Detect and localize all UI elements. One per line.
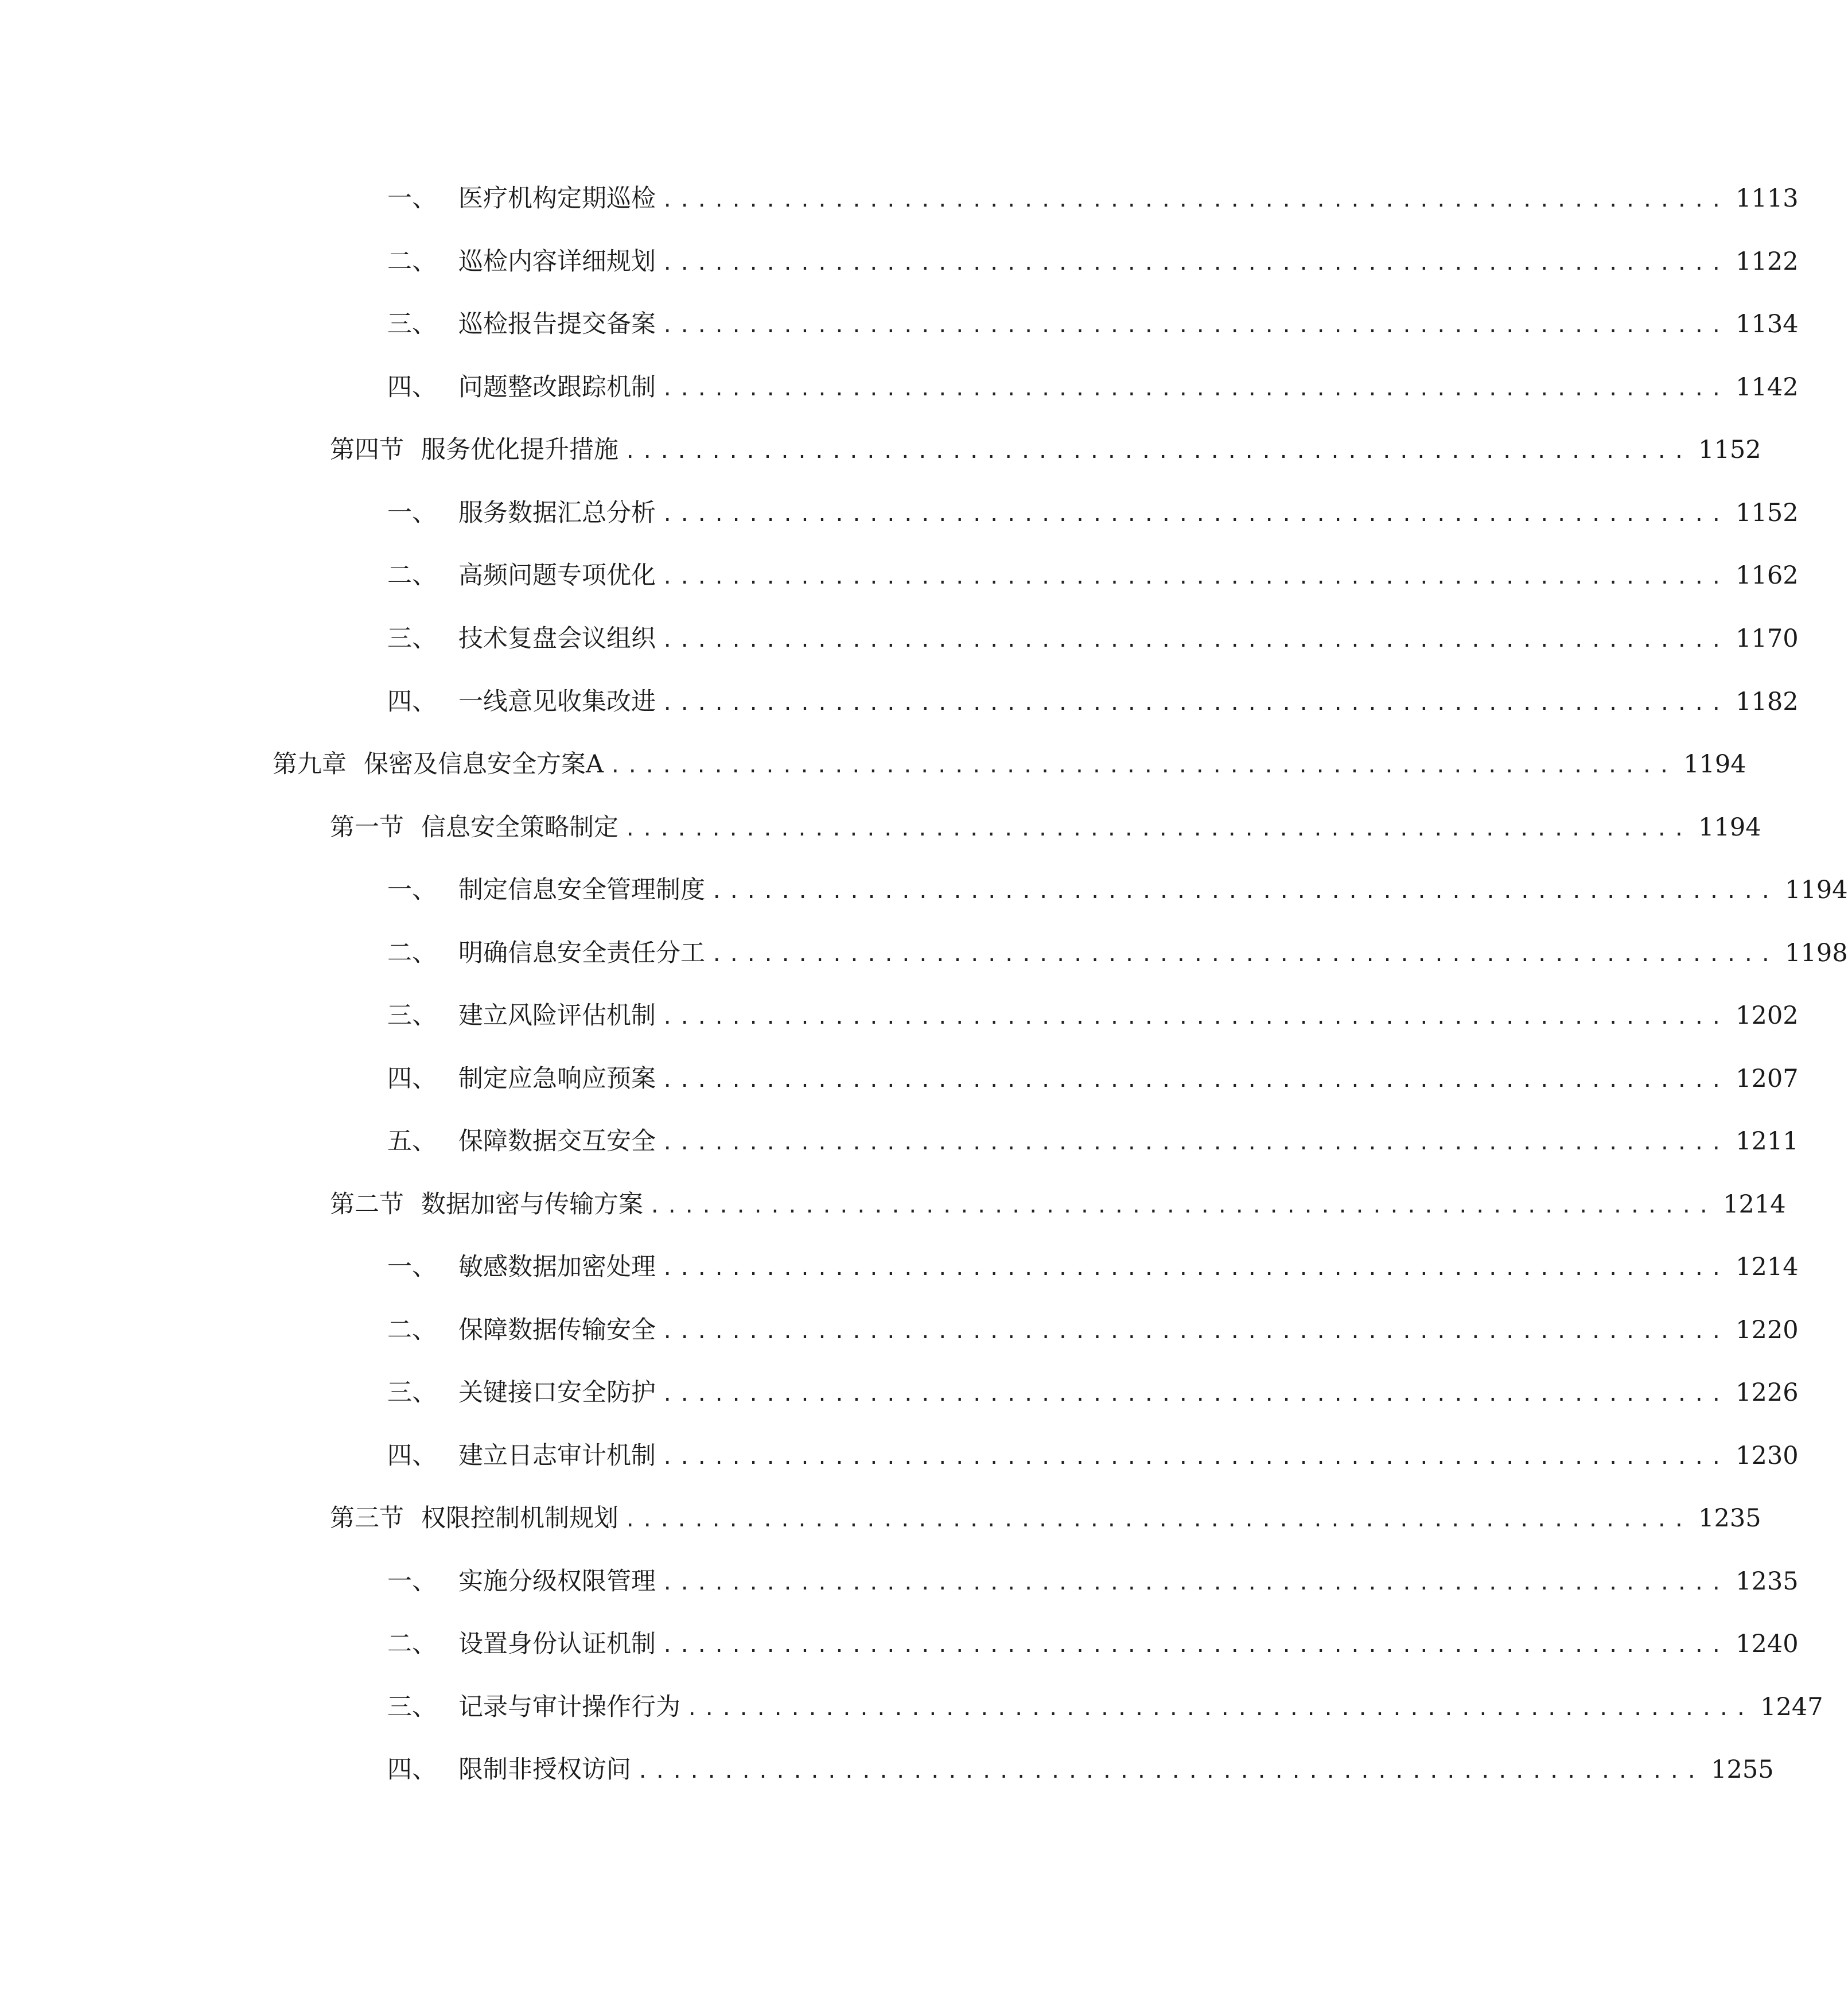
toc-entry[interactable] xyxy=(387,557,1799,594)
toc-entry[interactable] xyxy=(387,1374,1799,1412)
toc-entry-number: 四、 xyxy=(387,1441,437,1470)
toc-entry-title: 实施分级权限管理 xyxy=(458,1567,656,1596)
toc-entry-title: 明确信息安全责任分工 xyxy=(458,939,705,967)
toc-entry[interactable] xyxy=(387,1751,1774,1789)
toc-entry-page: 1194 xyxy=(1698,813,1761,842)
dot-leader: .............................................................. xyxy=(662,503,1728,526)
toc-entry-number: 一、 xyxy=(387,499,437,527)
toc-entry-title: 医疗机构定期巡检 xyxy=(458,184,656,213)
dot-leader: .............................................................. xyxy=(662,1006,1728,1029)
dot-leader: .............................................................. xyxy=(609,755,1676,778)
toc-entry-title: 服务优化提升措施 xyxy=(421,436,618,464)
toc-entry-title: 技术复盘会议组织 xyxy=(458,624,656,653)
toc-entry-number: 二、 xyxy=(387,561,437,590)
toc-entry-title: 巡检报告提交备案 xyxy=(458,310,656,339)
toc-entry-title: 保障数据传输安全 xyxy=(458,1316,656,1344)
toc-entry-title: 建立风险评估机制 xyxy=(458,1001,656,1030)
toc-entry-page: 1182 xyxy=(1736,687,1799,716)
toc-entry-title: 巡检内容详细规划 xyxy=(458,247,656,276)
toc-entry-number: 三、 xyxy=(387,310,437,339)
toc-entry-page: 1230 xyxy=(1736,1441,1799,1470)
dot-leader: .............................................................. xyxy=(662,629,1728,652)
toc-entry-page: 1235 xyxy=(1736,1567,1799,1596)
dot-leader: .............................................................. xyxy=(624,440,1691,463)
toc-entry-number: 四、 xyxy=(387,1064,437,1093)
toc-entry-page: 1152 xyxy=(1698,436,1761,464)
dot-leader: .............................................................. xyxy=(662,1634,1728,1657)
toc-entry-title: 限制非授权访问 xyxy=(458,1755,631,1784)
dot-leader: .............................................................. xyxy=(662,692,1728,715)
dot-leader: .............................................................. xyxy=(662,189,1728,212)
toc-entry-chapter[interactable] xyxy=(273,745,1746,783)
dot-leader: .............................................................. xyxy=(662,1383,1728,1406)
toc-entry[interactable] xyxy=(387,1248,1799,1286)
toc-entry-title: 高频问题专项优化 xyxy=(458,561,656,590)
dot-leader: .............................................................. xyxy=(662,1069,1728,1092)
toc-entry[interactable] xyxy=(387,180,1799,217)
toc-entry[interactable] xyxy=(387,683,1799,721)
toc-entry-page: 1194 xyxy=(1785,876,1848,904)
toc-entry-number: 四、 xyxy=(387,373,437,402)
toc-entry[interactable] xyxy=(387,997,1799,1035)
toc-entry-number: 第九章 xyxy=(273,750,347,779)
toc-entry-title: 关键接口安全防护 xyxy=(458,1378,656,1407)
toc-entry-number: 二、 xyxy=(387,1630,437,1658)
dot-leader: .............................................................. xyxy=(662,252,1728,275)
toc-entry-number: 二、 xyxy=(387,247,437,276)
toc-entry-number: 五、 xyxy=(387,1127,437,1156)
dot-leader: .............................................................. xyxy=(624,818,1691,841)
toc-entry[interactable] xyxy=(387,1122,1799,1160)
toc-entry-title: 权限控制机制规划 xyxy=(421,1504,618,1533)
toc-entry-number: 二、 xyxy=(387,939,437,967)
toc-entry-section[interactable] xyxy=(330,431,1761,469)
dot-leader: .............................................................. xyxy=(662,1320,1728,1343)
toc-entry-page: 1220 xyxy=(1736,1316,1799,1344)
toc-entry-page: 1202 xyxy=(1736,1001,1799,1030)
toc-entry-section[interactable] xyxy=(330,1186,1786,1223)
toc-entry-number: 四、 xyxy=(387,1755,437,1784)
toc-entry[interactable] xyxy=(387,243,1799,281)
dot-leader: .............................................................. xyxy=(662,1257,1728,1280)
toc-entry-page: 1152 xyxy=(1736,499,1799,527)
dot-leader: .............................................................. xyxy=(662,314,1728,337)
dot-leader: .............................................................. xyxy=(686,1697,1753,1720)
dot-leader: .............................................................. xyxy=(624,1509,1691,1532)
toc-entry-title: 一线意见收集改进 xyxy=(458,687,656,716)
dot-leader: .............................................................. xyxy=(662,1572,1728,1595)
toc-entry-title: 保障数据交互安全 xyxy=(458,1127,656,1156)
toc-entry-number: 第二节 xyxy=(330,1190,404,1219)
toc-entry-number: 二、 xyxy=(387,1316,437,1344)
toc-entry-number: 三、 xyxy=(387,1001,437,1030)
toc-entry-number: 第三节 xyxy=(330,1504,404,1533)
toc-entry-title: 设置身份认证机制 xyxy=(458,1630,656,1658)
toc-entry-title: 制定应急响应预案 xyxy=(458,1064,656,1093)
toc-entry[interactable] xyxy=(387,1625,1799,1663)
dot-leader: .............................................................. xyxy=(649,1195,1715,1218)
toc-entry-number: 一、 xyxy=(387,1567,437,1596)
toc-entry-number: 三、 xyxy=(387,624,437,653)
dot-leader: .............................................................. xyxy=(662,1132,1728,1155)
toc-entry-page: 1207 xyxy=(1736,1064,1799,1093)
toc-entry-page: 1198 xyxy=(1785,939,1848,967)
toc-entry-title: 保密及信息安全方案A xyxy=(364,750,604,779)
toc-entry-page: 1255 xyxy=(1711,1755,1774,1784)
toc-entry-page: 1235 xyxy=(1698,1504,1761,1533)
toc-entry-number: 第一节 xyxy=(330,813,404,842)
toc-entry-title: 问题整改跟踪机制 xyxy=(458,373,656,402)
toc-entry[interactable] xyxy=(387,1563,1799,1600)
toc-entry-page: 1122 xyxy=(1736,247,1799,276)
toc-entry[interactable] xyxy=(387,494,1799,532)
toc-entry-number: 三、 xyxy=(387,1693,437,1721)
toc-entry-page: 1226 xyxy=(1736,1378,1799,1407)
toc-entry-page: 1162 xyxy=(1736,561,1799,590)
toc-entry-number: 一、 xyxy=(387,876,437,904)
toc-entry-number: 三、 xyxy=(387,1378,437,1407)
toc-entry[interactable] xyxy=(387,871,1848,909)
toc-entry-number: 一、 xyxy=(387,184,437,213)
toc-entry-number: 四、 xyxy=(387,687,437,716)
toc-entry-page: 1214 xyxy=(1723,1190,1786,1219)
toc-entry-page: 1247 xyxy=(1760,1693,1823,1721)
toc-entry-title: 服务数据汇总分析 xyxy=(458,499,656,527)
dot-leader: .............................................................. xyxy=(662,1446,1728,1469)
dot-leader: .............................................................. xyxy=(662,566,1728,589)
toc-entry-title: 数据加密与传输方案 xyxy=(421,1190,643,1219)
dot-leader: .............................................................. xyxy=(711,880,1777,903)
toc-entry-page: 1211 xyxy=(1736,1127,1799,1156)
toc-entry[interactable] xyxy=(387,305,1799,343)
toc-entry-title: 信息安全策略制定 xyxy=(421,813,618,842)
dot-leader: .............................................................. xyxy=(637,1760,1703,1783)
toc-entry-title: 敏感数据加密处理 xyxy=(458,1253,656,1281)
toc-entry-section[interactable] xyxy=(330,1499,1761,1537)
toc-entry-page: 1194 xyxy=(1683,750,1746,779)
dot-leader: .............................................................. xyxy=(711,943,1777,966)
toc-entry[interactable] xyxy=(387,1437,1799,1475)
toc-entry[interactable] xyxy=(387,934,1848,972)
toc-entry[interactable] xyxy=(387,368,1799,406)
toc-entry[interactable] xyxy=(387,1311,1799,1349)
toc-entry-number: 第四节 xyxy=(330,436,404,464)
toc-entry[interactable] xyxy=(387,1688,1823,1726)
toc-entry-title: 记录与审计操作行为 xyxy=(458,1693,680,1721)
toc-entry-number: 一、 xyxy=(387,1253,437,1281)
toc-entry-title: 建立日志审计机制 xyxy=(458,1441,656,1470)
dot-leader: .............................................................. xyxy=(662,378,1728,401)
toc-entry[interactable] xyxy=(387,1060,1799,1098)
toc-entry-page: 1240 xyxy=(1736,1630,1799,1658)
toc-entry-page: 1142 xyxy=(1736,373,1799,402)
toc-entry[interactable] xyxy=(387,620,1799,658)
toc-entry-title: 制定信息安全管理制度 xyxy=(458,876,705,904)
toc-entry-page: 1214 xyxy=(1736,1253,1799,1281)
toc-entry-section[interactable] xyxy=(330,809,1761,846)
toc-entry-page: 1113 xyxy=(1736,184,1799,213)
toc-entry-page: 1170 xyxy=(1736,624,1799,653)
toc-entry-page: 1134 xyxy=(1736,310,1799,339)
